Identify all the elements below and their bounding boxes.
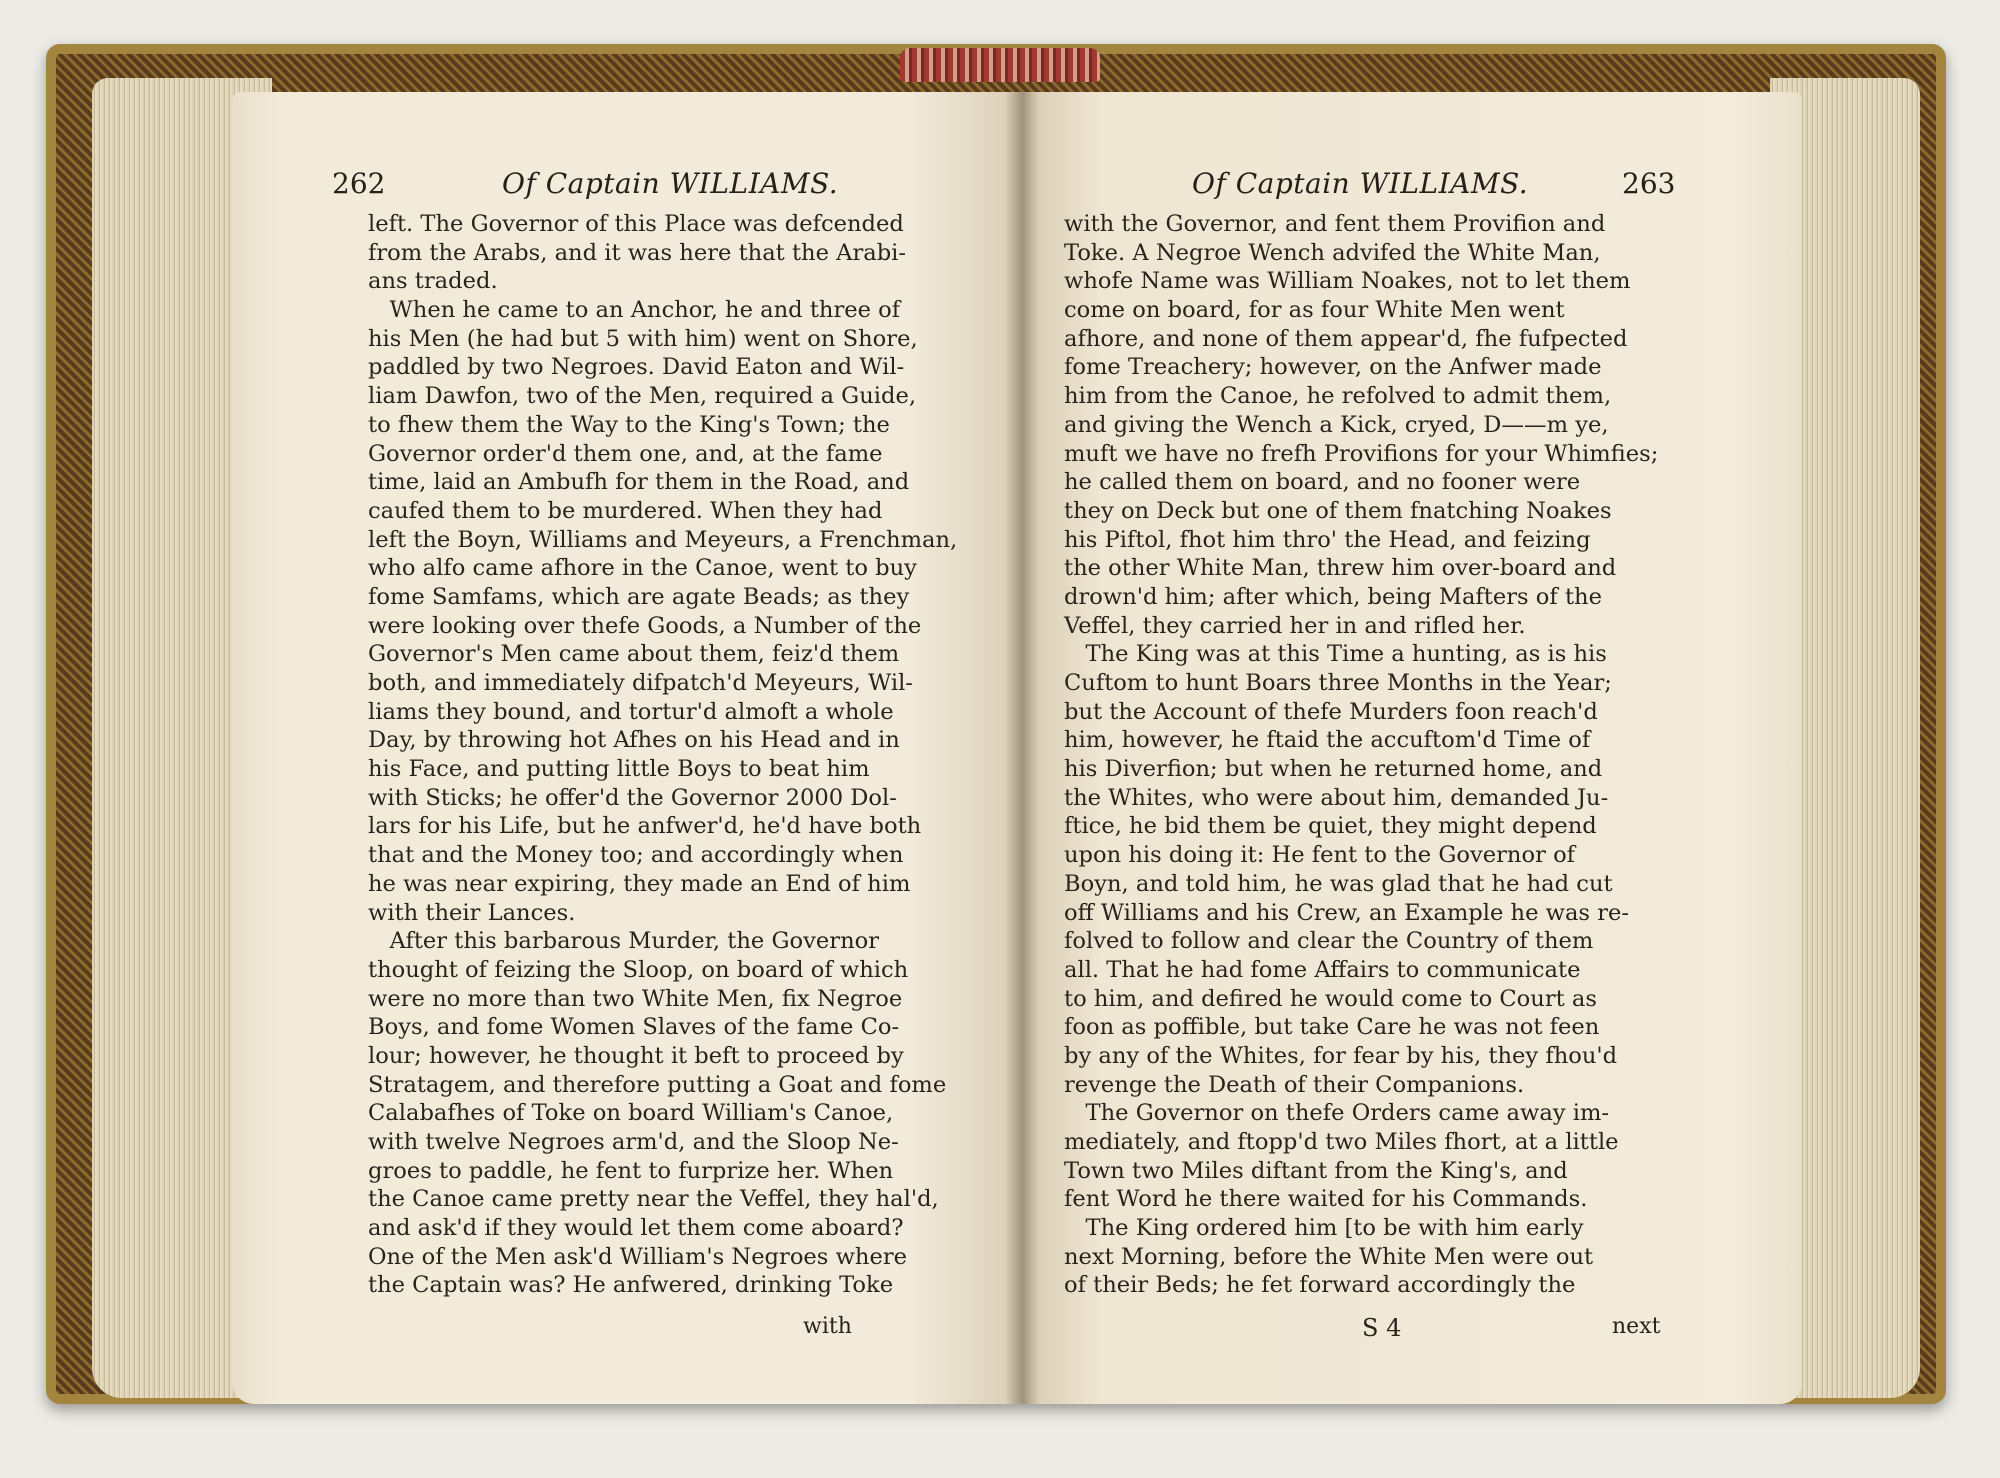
text-line: and giving the Wench a Kick, cryed, D——m ye,	[1064, 411, 1609, 438]
text-line: the Canoe came pretty near the Veffel, they hal'd,	[368, 1186, 939, 1213]
text-line: left the Boyn, Williams and Meyeurs, a Frenchman,	[368, 526, 958, 553]
text-line: Stratagem, and therefore putting a Goat and fome	[368, 1071, 947, 1098]
text-line: The King was at this Time a hunting, as is his	[1064, 641, 1607, 668]
text-line: folved to follow and clear the Country of them	[1064, 928, 1594, 955]
text-line: Town two Miles diftant from the King's, and	[1064, 1157, 1568, 1184]
text-line: drown'd him; after which, being Mafters of the	[1064, 583, 1602, 610]
text-line: to fhew them the Way to the King's Town; the	[368, 411, 890, 438]
text-line: The Governor on thefe Orders came away im-	[1064, 1100, 1610, 1127]
text-line: Toke. A Negroe Wench advifed the White Man,	[1064, 239, 1601, 266]
text-line: his Piftol, fhot him thro' the Head, and feizing	[1064, 526, 1591, 553]
text-line: come on board, for as four White Men went	[1064, 297, 1565, 324]
text-line: whofe Name was William Noakes, not to let them	[1064, 268, 1631, 295]
text-line: they on Deck but one of them fnatching Noakes	[1064, 497, 1612, 524]
text-line: with Sticks; he offer'd the Governor 2000 Dol-	[368, 784, 897, 811]
text-line: the Whites, who were about him, demanded Ju-	[1064, 784, 1609, 811]
text-line: time, laid an Ambufh for them in the Road, and	[368, 469, 910, 496]
text-line: but the Account of thefe Murders foon reach'd	[1064, 698, 1598, 725]
text-line: and ask'd if they would let them come aboard?	[368, 1215, 904, 1242]
left-catchword: with	[803, 1314, 852, 1339]
text-line: fome Treachery; however, on the Anfwer made	[1064, 354, 1602, 381]
text-line: his Men (he had but 5 with him) went on Shore,	[368, 325, 918, 352]
text-line: mediately, and ftopp'd two Miles fhort, at a little	[1064, 1129, 1619, 1155]
signature-mark: S 4	[1362, 1314, 1402, 1342]
left-page-header	[232, 167, 1022, 207]
text-line: Cuftom to hunt Boars three Months in the Year;	[1064, 670, 1612, 696]
text-line: revenge the Death of their Companions.	[1064, 1071, 1525, 1098]
text-line: Boyn, and told him, he was glad that he had cut	[1064, 870, 1613, 897]
text-line: ans traded.	[368, 268, 498, 295]
text-line: Calabafhes of Toke on board William's Canoe,	[368, 1100, 894, 1127]
text-line: from the Arabs, and it was here that the Arabi-	[368, 239, 907, 266]
right-page-header	[1022, 167, 1802, 207]
right-page-text	[1064, 210, 1664, 1300]
text-line: liam Dawfon, two of the Men, required a Guide,	[368, 383, 917, 410]
text-line: off Williams and his Crew, an Example he was re-	[1064, 899, 1630, 926]
text-line: with their Lances.	[368, 899, 576, 926]
right-page	[1022, 92, 1802, 1404]
text-line: by any of the Whites, for fear by his, they fhou'd	[1064, 1042, 1618, 1069]
text-line: liams they bound, and tortur'd almoft a whole	[368, 698, 894, 725]
text-line: both, and immediately difpatch'd Meyeurs, Wil-	[368, 670, 913, 696]
book-spine-headband	[900, 48, 1100, 82]
text-line: fent Word he there waited for his Commands.	[1064, 1186, 1588, 1213]
text-line: After this barbarous Murder, the Governor	[368, 928, 880, 955]
text-line: the other White Man, threw him over-board and	[1064, 555, 1617, 582]
text-line: his Diverfion; but when he returned home, and	[1064, 756, 1603, 783]
text-line: One of the Men ask'd William's Negroes where	[368, 1243, 908, 1270]
text-line: that and the Money too; and accordingly when	[368, 842, 904, 869]
text-line: The King ordered him [to be with him early	[1064, 1215, 1584, 1242]
text-line: caufed them to be murdered. When they had	[368, 497, 883, 524]
text-line: Boys, and fome Women Slaves of the fame Co-	[368, 1014, 900, 1041]
right-running-title: Of Captain WILLIAMS.	[1192, 167, 1529, 200]
text-line: Day, by throwing hot Afhes on his Head and in	[368, 727, 900, 754]
text-line: lars for his Life, but he anfwer'd, he'd have both	[368, 813, 922, 840]
text-line: he was near expiring, they made an End of him	[368, 870, 911, 897]
text-line: with twelve Negroes arm'd, and the Sloop Ne-	[368, 1129, 899, 1155]
text-line: left. The Governor of this Place was defcended	[368, 211, 904, 237]
text-line: next Morning, before the White Men were out	[1064, 1243, 1594, 1270]
book-gutter	[1005, 92, 1039, 1404]
text-line: fome Samfams, which are agate Beads; as they	[368, 583, 910, 610]
right-page-number: 263	[1622, 167, 1676, 200]
text-line: his Face, and putting little Boys to beat him	[368, 756, 870, 783]
text-line: he called them on board, and no fooner were	[1064, 469, 1581, 496]
text-line: afhore, and none of them appear'd, fhe fufpected	[1064, 325, 1628, 352]
text-line: to him, and defired he would come to Court as	[1064, 985, 1597, 1012]
text-line: When he came to an Anchor, he and three of	[368, 297, 901, 324]
text-line: of their Beds; he fet forward accordingly the	[1064, 1272, 1576, 1299]
left-running-title: Of Captain WILLIAMS.	[502, 167, 839, 200]
text-line: foon as poffible, but take Care he was not feen	[1064, 1014, 1600, 1041]
text-line: groes to paddle, he fent to furprize her. When	[368, 1157, 894, 1184]
text-line: him, however, he ftaid the accuftom'd Time of	[1064, 727, 1591, 754]
right-catchword: next	[1612, 1314, 1661, 1339]
text-line: were no more than two White Men, fix Negroe	[368, 985, 903, 1012]
text-line: paddled by two Negroes. David Eaton and Wil-	[368, 354, 905, 381]
text-line: ftice, he bid them be quiet, they might depend	[1064, 813, 1597, 840]
text-line: who alfo came afhore in the Canoe, went to buy	[368, 555, 917, 582]
text-line: him from the Canoe, he refolved to admit them,	[1064, 383, 1612, 410]
left-page-text	[368, 210, 958, 1300]
text-line: Governor's Men came about them, feiz'd them	[368, 641, 900, 668]
text-line: thought of feizing the Sloop, on board of which	[368, 956, 909, 983]
left-page-number: 262	[332, 167, 386, 200]
text-line: Governor order'd them one, and, at the fame	[368, 440, 883, 467]
text-line: Veffel, they carried her in and rifled her.	[1064, 612, 1526, 639]
text-line: muft we have no frefh Provifions for your Whimfies;	[1064, 440, 1659, 467]
text-line: were looking over thefe Goods, a Number of the	[368, 612, 922, 639]
text-line: all. That he had fome Affairs to communicate	[1064, 956, 1581, 983]
text-line: the Captain was? He anfwered, drinking Toke	[368, 1272, 894, 1299]
left-page	[232, 92, 1022, 1404]
text-line: lour; however, he thought it beft to proceed by	[368, 1042, 904, 1069]
text-line: upon his doing it: He fent to the Governor of	[1064, 842, 1576, 869]
text-line: with the Governor, and fent them Provifion and	[1064, 211, 1606, 237]
